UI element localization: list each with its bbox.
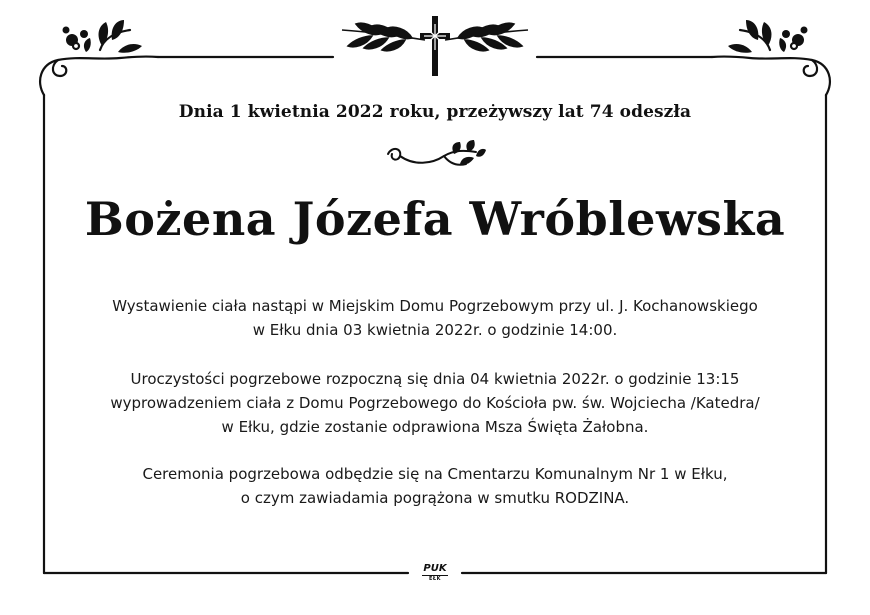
ceremony-line-1: Uroczystości pogrzebowe rozpoczną się dnia 04 kwietnia 2022r. o godzinie 13:15 [130,370,740,388]
corner-flourish-right-icon [712,20,830,95]
viewing-line-1: Wystawienie ciała nastąpi w Miejskim Domu Pogrzebowym przy ul. J. Kochanowskiego [112,297,758,315]
logo-sub-text: EŁK [422,575,448,582]
corner-flourish-left-icon [40,20,158,95]
burial-line-1: Ceremonia pogrzebowa odbędzie się na Cmentarzu Komunalnym Nr 1 w Ełku, [142,465,728,483]
ornamental-divider-icon [384,140,488,174]
ceremony-line-3: w Ełku, gdzie zostanie odprawiona Msza Święta Żałobna. [221,418,649,436]
deceased-name: Bożena Józefa Wróblewska [84,192,786,246]
logo-main-text: PUK [423,563,447,574]
burial-line-2: o czym zawiadamia pogrążona w smutku RODZINA. [240,489,630,507]
viewing-paragraph [40,294,830,342]
ceremony-line-2: wyprowadzeniem ciała z Domu Pogrzebowego do Kościoła pw. św. Wojciecha /Katedra/ [110,394,760,412]
puk-logo [412,564,458,582]
laurel-branch-right-icon [445,23,528,50]
laurel-branch-left-icon [342,23,425,50]
cross-icon [420,16,450,76]
ceremony-paragraph [40,367,830,439]
viewing-line-2: w Ełku dnia 03 kwietnia 2022r. o godzinie 14:00. [252,321,618,339]
burial-paragraph [40,462,830,510]
death-announcement-headline: Dnia 1 kwietnia 2022 roku, przeżywszy lat 74 odeszła [178,102,692,122]
